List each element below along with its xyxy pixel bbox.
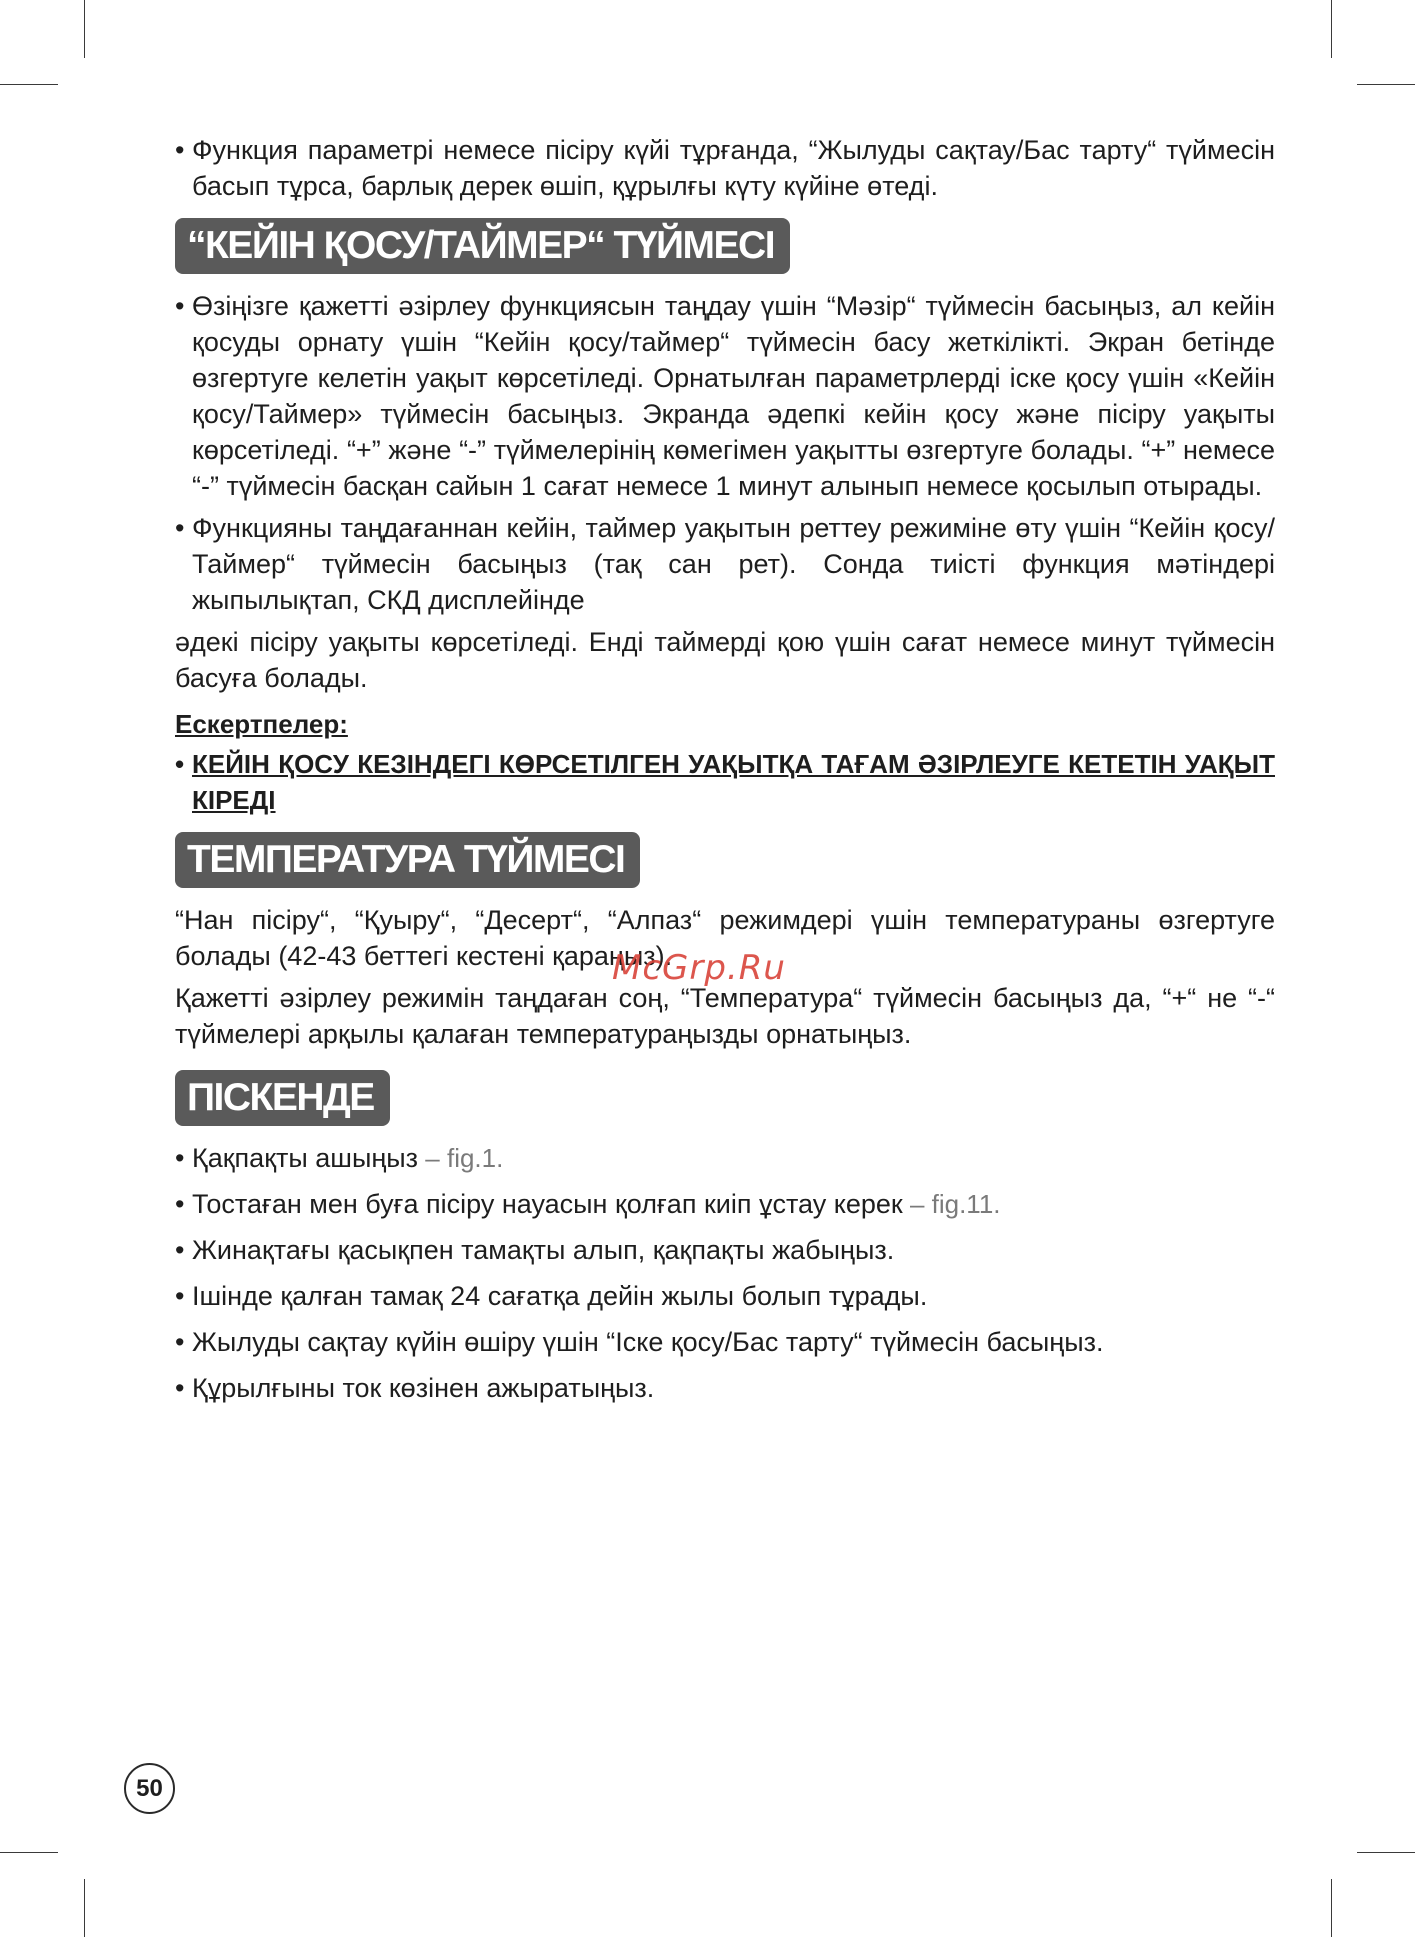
section-heading-wrap xyxy=(175,1070,1275,1126)
list-item xyxy=(175,1278,1275,1314)
section-heading-when-done: ПІСКЕНДЕ xyxy=(175,1070,390,1126)
list-item xyxy=(175,1232,1275,1268)
list-item-text: Жинақтағы қасықпен тамақты алып, қақпақты жабыңыз. xyxy=(192,1235,895,1265)
section-heading-delay-timer: “КЕЙІН ҚОСУ/ТАЙМЕР“ ТҮЙМЕСІ xyxy=(175,218,790,274)
list-item xyxy=(175,1140,1275,1176)
crop-mark xyxy=(84,0,85,58)
temperature-paragraph-1: “Нан пісіру“, “Қуыру“, “Десерт“, “Алпаз“ режимдері үшін температураны өзгертуге болады (42-43 беттегі кестені қараңыз). xyxy=(175,905,1275,971)
figure-reference: – fig.1. xyxy=(418,1143,504,1173)
crop-mark xyxy=(1331,0,1332,58)
delay-timer-continuation: әдекі пісіру уақыты көрсетіледі. Енді таймерді қою үшін сағат немесе минут түймесін басуға болады. xyxy=(175,627,1275,693)
list-item xyxy=(175,1324,1275,1360)
list-item xyxy=(175,1186,1275,1222)
list-item-text: Құрылғыны ток көзінен ажыратыңыз. xyxy=(192,1373,655,1403)
list-item-text: Жылуды сақтау күйін өшіру үшін “Іске қосу/Бас тарту“ түймесін басыңыз. xyxy=(192,1327,1104,1357)
page-content xyxy=(175,132,1275,1406)
notes-title: Ескертпелер: xyxy=(175,709,348,739)
crop-mark xyxy=(0,1852,58,1853)
temperature-paragraph-2: Қажетті әзірлеу режимін таңдаған соң, “Температура“ түймесін басыңыз да, “+“ не “-“ түймелері арқылы қалаған температураңызды орнатыңыз. xyxy=(175,983,1275,1049)
note-item: • КЕЙІН ҚОСУ КЕЗІНДЕГІ КӨРСЕТІЛГЕН УАҚЫТҚА ТАҒАМ ӘЗІРЛЕУГЕ КЕТЕТІН УАҚЫТ КІРЕДІ xyxy=(175,746,1275,818)
watermark: McGrp.Ru xyxy=(612,948,786,988)
crop-mark xyxy=(0,84,58,85)
crop-mark xyxy=(1331,1879,1332,1937)
section-heading-wrap xyxy=(175,218,1275,274)
delay-timer-bullet-1: • Өзіңізге қажетті әзірлеу функциясын таңдау үшін “Мәзір“ түймесін басыңыз, ал кейін қосуды орнату үшін “Кейін қосу/таймер“ түймесін басу жеткілікті. Экран бетінде өзгертуге келетін уақыт көрсетіледі. Орнатылған параметрлерді іске қосу үшін «Кейін қосу/Таймер» түймесін басыңыз. Экранда әдепкі кейін қосу және пісіру уақыты көрсетіледі. “+” және “-” түймелерінің көмегімен уақытты өзгертуге болады. “+” немесе “-” түймесін басқан сайын 1 сағат немесе 1 минут алынып немесе қосылып отырады. xyxy=(175,288,1275,504)
delay-timer-bullet-2: • Функцияны таңдағаннан кейін, таймер уақытын реттеу режиміне өту үшін “Кейін қосу/Таймер“ түймесін басыңыз (тақ сан рет). Сонда тиісті функция мәтіндері жыпылықтап, СКД дисплейінде xyxy=(175,510,1275,618)
list-item-text: Қақпақты ашыңыз xyxy=(192,1143,419,1173)
section-heading-temperature: ТЕМПЕРАТУРА ТҮЙМЕСІ xyxy=(175,832,640,888)
figure-reference: – fig.11. xyxy=(902,1189,1001,1219)
list-item-text: Ішінде қалған тамақ 24 сағатқа дейін жылы болып тұрады. xyxy=(192,1281,928,1311)
list-item-text: Тостаған мен буға пісіру науасын қолғап киіп ұстау керек xyxy=(192,1189,903,1219)
page-number: 50 xyxy=(124,1763,175,1814)
section-heading-wrap xyxy=(175,832,1275,888)
crop-mark xyxy=(1357,1852,1415,1853)
list-item xyxy=(175,1370,1275,1406)
crop-mark xyxy=(84,1879,85,1937)
crop-mark xyxy=(1357,84,1415,85)
intro-bullet: • Функция параметрі немесе пісіру күйі тұрғанда, “Жылуды сақтау/Бас тарту“ түймесін басып тұрса, барлық дерек өшіп, құрылғы күту күйіне өтеді. xyxy=(175,132,1275,204)
